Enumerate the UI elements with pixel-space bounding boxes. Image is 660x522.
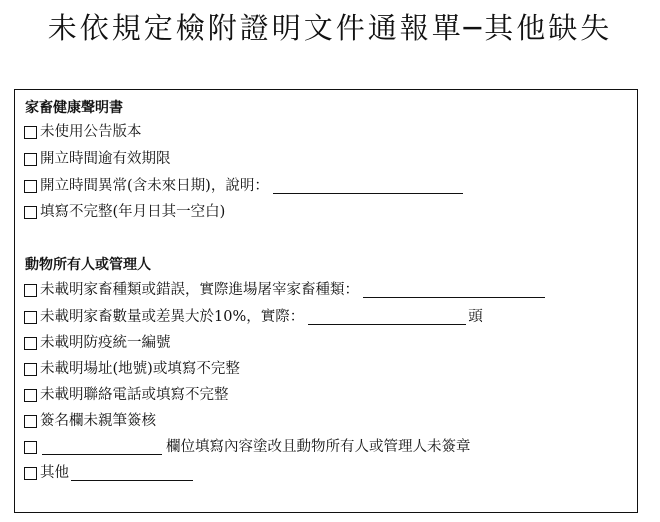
checklist-item-abnormal-time [24, 177, 463, 195]
checkbox[interactable] [24, 311, 37, 324]
checklist-item-farm-address [24, 360, 240, 378]
actual-count-blank-line[interactable] [308, 310, 466, 325]
report-form [14, 89, 638, 513]
explanation-blank-line[interactable] [273, 179, 463, 194]
checklist-item-outdated-version [24, 123, 142, 141]
checklist-item-label: 未載明家畜種類或錯誤，實際進場屠宰家畜種類： [40, 282, 359, 298]
checklist-item-label: 未載明聯絡電話或填寫不完整 [40, 387, 229, 403]
document-title: 未依規定檢附證明文件通報單─其他缺失 [47, 11, 613, 45]
field-name-blank-line[interactable] [42, 440, 162, 455]
section-heading-owner-manager: 動物所有人或管理人 [25, 257, 151, 273]
checklist-item-incomplete [24, 203, 225, 221]
checklist-item-livestock-count [24, 308, 483, 326]
checklist-item-label: 簽名欄未親筆簽核 [40, 413, 156, 429]
checklist-item-label: 開立時間異常(含未來日期)，說明： [40, 178, 269, 194]
other-blank-line[interactable] [71, 466, 193, 481]
checkbox[interactable] [24, 284, 37, 297]
checkbox[interactable] [24, 126, 37, 139]
checklist-item-livestock-type [24, 281, 545, 299]
checklist-item-other [24, 464, 193, 482]
checkbox[interactable] [24, 180, 37, 193]
checklist-item-label: 欄位填寫內容塗改且動物所有人或管理人未簽章 [166, 439, 471, 455]
checkbox[interactable] [24, 363, 37, 376]
checkbox[interactable] [24, 206, 37, 219]
checkbox[interactable] [24, 389, 37, 402]
checklist-item-label: 其他 [40, 465, 69, 481]
checkbox[interactable] [24, 415, 37, 428]
checkbox[interactable] [24, 467, 37, 480]
checklist-item-altered-field [24, 438, 471, 456]
checkbox[interactable] [24, 337, 37, 350]
checklist-item-label: 未載明場址(地號)或填寫不完整 [40, 361, 240, 377]
checkbox[interactable] [24, 153, 37, 166]
checkbox[interactable] [24, 441, 37, 454]
checklist-item-expired [24, 150, 171, 168]
checklist-item-label: 未使用公告版本 [40, 124, 142, 140]
checklist-item-label: 開立時間逾有效期限 [40, 151, 171, 167]
checklist-item-signature [24, 412, 156, 430]
livestock-type-blank-line[interactable] [363, 283, 545, 298]
section-heading-health-declaration: 家畜健康聲明書 [25, 100, 123, 116]
checklist-item-phone [24, 386, 229, 404]
checklist-item-label: 未載明家畜數量或差異大於10%，實際： [40, 309, 305, 325]
checklist-item-label: 未載明防疫統一編號 [40, 335, 171, 351]
checklist-item-label: 填寫不完整(年月日其一空白) [40, 204, 226, 220]
unit-label: 頭 [468, 309, 483, 325]
checklist-item-farm-id [24, 334, 171, 352]
